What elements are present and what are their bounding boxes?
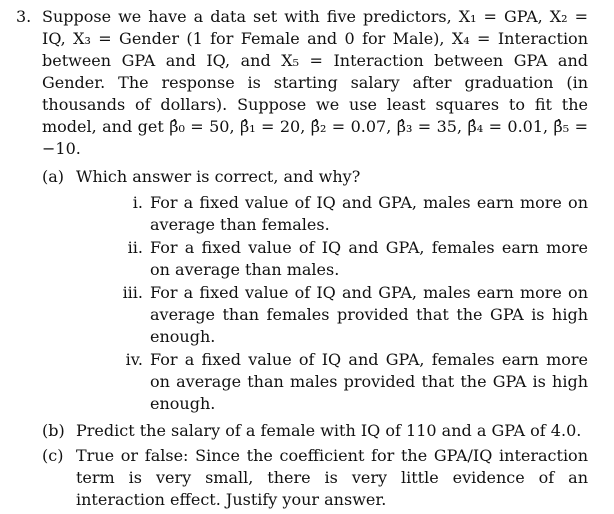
part-a — [42, 166, 588, 417]
part-a-label: (a) — [42, 167, 65, 186]
option-iv — [118, 349, 588, 415]
part-a-options — [118, 192, 588, 415]
stem-coefficients: β̂₀ = 50, β̂₁ = 20, β̂₂ = 0.07, β̂₃ = 35, β̂₄ = 0.01, β̂₅ = −10. — [42, 117, 588, 158]
option-iii — [118, 282, 588, 348]
option-i-text: For a fixed value of IQ and GPA, males earn more on average than females. — [150, 193, 588, 234]
part-a-body — [76, 166, 588, 417]
option-ii-text: For a fixed value of IQ and GPA, females earn more on average than males. — [150, 238, 588, 279]
option-i — [118, 192, 588, 236]
part-c-label: (c) — [42, 446, 64, 465]
problem-stem — [42, 6, 588, 514]
option-iv-label: iv. — [125, 350, 143, 369]
stem-paragraph — [42, 6, 588, 160]
stem-intro: Suppose we have a data set with five predictors, — [42, 7, 459, 26]
part-b-text: Predict the salary of a female with IQ of 110 and a GPA of 4.0. — [76, 421, 582, 440]
stem-variables: X₁ = GPA, X₂ = IQ, X₃ = Gender (1 for Female and 0 for Male), X₄ = Interaction between GPA and IQ, and X₅ = Interaction between GPA and Gender. — [42, 7, 589, 92]
option-iii-text: For a fixed value of IQ and GPA, males earn more on average than females provided that the GPA is high enough. — [150, 283, 588, 346]
stem-response: The response is starting salary after graduation (in thousands of dollars). Suppose we use least squares to fit the model, and get — [42, 73, 588, 136]
option-i-label: i. — [132, 193, 143, 212]
part-b-label: (b) — [42, 421, 65, 440]
option-iv-text: For a fixed value of IQ and GPA, females earn more on average than males provided that the GPA is high enough. — [150, 350, 588, 413]
option-ii — [118, 237, 588, 281]
problem-3 — [16, 6, 588, 514]
problem-number: 3. — [16, 7, 32, 26]
parts-list — [42, 166, 588, 511]
part-b — [42, 420, 588, 442]
option-ii-label: ii. — [127, 238, 143, 257]
part-a-question: Which answer is correct, and why? — [76, 167, 361, 186]
part-c-text: True or false: Since the coefficient for the GPA/IQ interaction term is very small, there is very little evidence of an interaction effect. Justify your answer. — [76, 446, 588, 509]
part-c — [42, 445, 588, 511]
option-iii-label: iii. — [122, 283, 143, 302]
